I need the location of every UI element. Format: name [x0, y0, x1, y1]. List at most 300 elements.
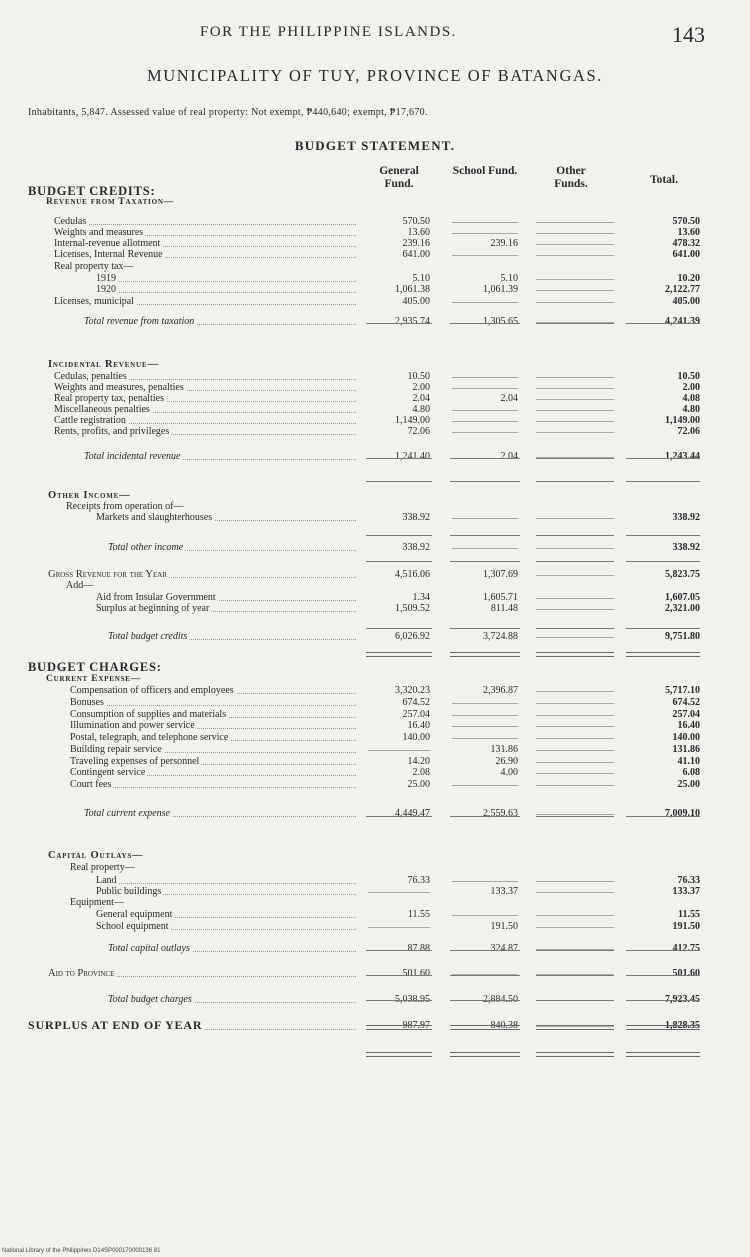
- blank-dash: [536, 750, 614, 751]
- value-general: 257.04: [402, 709, 430, 720]
- row-label: [54, 261, 362, 272]
- row-label-text: Licenses, Internal Revenue: [54, 249, 163, 260]
- row-label: [96, 273, 362, 284]
- blank-dash: [536, 222, 614, 223]
- value-total: 5,717.10: [665, 685, 700, 696]
- row-bldg-repair: [0, 744, 750, 755]
- row-label-text: Land: [96, 875, 117, 886]
- value-school: 133.37: [490, 886, 518, 897]
- double-rule: [450, 652, 520, 657]
- row-label: [54, 415, 362, 426]
- blank-dash: [536, 691, 614, 692]
- blank-dash: [536, 290, 614, 291]
- row-label-text: 1920: [96, 284, 116, 295]
- row-rents: [0, 426, 750, 437]
- value-school: 4.00: [500, 767, 518, 778]
- rule: [450, 561, 520, 562]
- rule: [366, 323, 432, 324]
- rule: [450, 975, 520, 976]
- rule: [450, 535, 520, 536]
- value-total: 501.60: [672, 968, 700, 979]
- blank-dash: [452, 410, 518, 411]
- value-total: 5,823.75: [665, 569, 700, 580]
- row-label: [108, 943, 362, 954]
- value-total: 131.86: [672, 744, 700, 755]
- rule: [536, 535, 614, 536]
- value-general: 405.00: [402, 296, 430, 307]
- value-school: 2,559.63: [483, 808, 518, 819]
- row-surplus-begin: [0, 603, 750, 614]
- value-general: 14.20: [407, 756, 430, 767]
- blank-dash: [536, 388, 614, 389]
- value-general: 1,061.38: [395, 284, 430, 295]
- rule: [366, 1000, 432, 1001]
- rule: [450, 816, 520, 817]
- row-label-text: Aid to Province: [48, 968, 115, 979]
- rule: [626, 975, 700, 976]
- value-general: 10.50: [407, 371, 430, 382]
- rule: [626, 561, 700, 562]
- blank-dash: [536, 881, 614, 882]
- value-school: 2,396.87: [483, 685, 518, 696]
- value-total: 10.20: [677, 273, 700, 284]
- rule: [366, 975, 432, 976]
- value-general: 338.92: [402, 512, 430, 523]
- page-number: 143: [672, 22, 705, 47]
- double-rule: [366, 652, 432, 657]
- row-bonuses: [0, 697, 750, 708]
- row-label-text: Cedulas: [54, 216, 87, 227]
- value-total: 7,923.45: [665, 994, 700, 1005]
- blank-dash: [452, 377, 518, 378]
- value-general: 987.97: [402, 1020, 430, 1031]
- row-label-text: General equipment: [96, 909, 173, 920]
- row-label-text: 1919: [96, 273, 116, 284]
- row-total-capital: [0, 943, 750, 954]
- row-label: [108, 542, 362, 553]
- row-irevallot: [0, 238, 750, 249]
- budget-statement-subtitle: BUDGET STATEMENT.: [294, 138, 456, 153]
- value-general: 674.52: [402, 697, 430, 708]
- row-label-text: Consumption of supplies and materials: [70, 709, 227, 720]
- value-total: 11.55: [678, 909, 700, 920]
- row-travel: [0, 756, 750, 767]
- value-total: 478.32: [672, 238, 700, 249]
- row-y1919: [0, 273, 750, 284]
- double-rule: [536, 652, 614, 657]
- rule: [366, 628, 432, 629]
- row-total-incid: [0, 451, 750, 462]
- value-general: 501.60: [402, 968, 430, 979]
- value-school: 1,305.65: [483, 316, 518, 327]
- blank-dash: [536, 785, 614, 786]
- blank-dash: [536, 399, 614, 400]
- row-label: [96, 875, 362, 886]
- row-label-text: Cedulas, penalties: [54, 371, 127, 382]
- row-label-text: Contingent service: [70, 767, 146, 778]
- row-label-text: Gross Revenue for the Year: [48, 569, 168, 580]
- rule: [626, 481, 700, 482]
- value-general: 1,149.00: [395, 415, 430, 426]
- rule: [536, 1000, 614, 1001]
- blank-dash: [452, 233, 518, 234]
- rule: [626, 816, 700, 817]
- row-label: [84, 451, 362, 462]
- row-label-text: Total capital outlays: [108, 943, 190, 954]
- blank-dash: [536, 726, 614, 727]
- row-label: [70, 685, 362, 696]
- row-label: [70, 732, 362, 743]
- running-title: FOR THE PHILIPPINE ISLANDS.: [200, 24, 457, 40]
- row-label-text: Receipts from operation of—: [66, 501, 184, 512]
- value-general: 72.06: [407, 426, 430, 437]
- value-total: 1,828.35: [665, 1020, 700, 1031]
- double-rule: [450, 1052, 520, 1057]
- row-label-text: Building repair service: [70, 744, 162, 755]
- row-label-text: Equipment—: [70, 897, 124, 908]
- value-general: 25.00: [407, 779, 430, 790]
- row-label-text: Licenses, municipal: [54, 296, 134, 307]
- page-title: MUNICIPALITY OF TUY, PROVINCE OF BATANGAS.: [147, 66, 603, 85]
- row-label: [96, 512, 362, 523]
- row-court: [0, 779, 750, 790]
- blank-dash: [452, 388, 518, 389]
- value-school: 811.48: [490, 603, 518, 614]
- row-label-text: Total budget credits: [108, 631, 188, 642]
- rule: [450, 1000, 520, 1001]
- value-general: 641.00: [402, 249, 430, 260]
- row-label: [54, 426, 362, 437]
- row-label: [108, 631, 362, 642]
- value-total: 674.52: [672, 697, 700, 708]
- row-total-credits: [0, 631, 750, 642]
- row-label: [70, 720, 362, 731]
- row-ced-pen: [0, 371, 750, 382]
- blank-dash: [536, 432, 614, 433]
- rule: [366, 816, 432, 817]
- row-total-current: [0, 808, 750, 819]
- row-label: [66, 501, 362, 512]
- row-realprop2: [0, 862, 750, 873]
- blank-dash: [536, 773, 614, 774]
- row-label: [70, 697, 362, 708]
- value-general: 2,935.74: [395, 316, 430, 327]
- row-label-text: Miscellaneous penalties: [54, 404, 150, 415]
- value-total: 338.92: [672, 542, 700, 553]
- row-supplies: [0, 709, 750, 720]
- value-total: 72.06: [677, 426, 700, 437]
- blank-dash: [452, 432, 518, 433]
- value-school: 840.38: [490, 1020, 518, 1031]
- row-wm-pen: [0, 382, 750, 393]
- value-total: 2,321.00: [665, 603, 700, 614]
- row-label-text: Total revenue from taxation: [84, 316, 195, 327]
- value-general: 3,320.23: [395, 685, 430, 696]
- rule: [366, 458, 432, 459]
- blank-dash: [536, 715, 614, 716]
- value-total: 6.08: [682, 767, 700, 778]
- row-aid-insular: [0, 592, 750, 603]
- value-school: 26.90: [495, 756, 518, 767]
- value-general: 6,026.92: [395, 631, 430, 642]
- double-rule: [626, 1025, 700, 1030]
- row-label-text: Weights and measures, penalties: [54, 382, 184, 393]
- row-label: [70, 897, 362, 908]
- value-total: 191.50: [672, 921, 700, 932]
- value-total: 7,009.10: [665, 808, 700, 819]
- row-label-text: SURPLUS AT END OF YEAR: [28, 1020, 203, 1032]
- row-gen-equip: [0, 909, 750, 920]
- value-school: 2.04: [500, 393, 518, 404]
- row-label-text: Internal-revenue allotment: [54, 238, 161, 249]
- blank-dash: [536, 637, 614, 638]
- row-label-text: Real property tax—: [54, 261, 134, 272]
- row-land: [0, 875, 750, 886]
- value-school: 1,307.69: [483, 569, 518, 580]
- value-total: 4,241.39: [665, 316, 700, 327]
- row-markets: [0, 512, 750, 523]
- row-label-text: Bonuses: [70, 697, 104, 708]
- row-label: [96, 603, 362, 614]
- value-school: 191.50: [490, 921, 518, 932]
- row-aid-prov: [0, 968, 750, 979]
- row-label-text: Aid from Insular Government: [96, 592, 216, 603]
- row-label: [84, 316, 362, 327]
- value-total: 4.80: [682, 404, 700, 415]
- row-label: [54, 249, 362, 260]
- row-label: [48, 968, 362, 979]
- value-total: 10.50: [677, 371, 700, 382]
- heading-budget-credits: BUDGET CREDITS:: [28, 184, 156, 198]
- row-label: [28, 1020, 362, 1032]
- col-school-fund: School Fund.: [452, 165, 518, 177]
- row-label: [70, 709, 362, 720]
- blank-dash: [536, 279, 614, 280]
- row-label: [70, 744, 362, 755]
- rule: [366, 561, 432, 562]
- row-label: [70, 862, 362, 873]
- blank-dash: [452, 548, 518, 549]
- row-contingent: [0, 767, 750, 778]
- rule: [626, 1000, 700, 1001]
- rule: [536, 628, 614, 629]
- rule: [536, 323, 614, 324]
- row-label-text: Compensation of officers and employees: [70, 685, 234, 696]
- heading-current-expense: Current Expense—: [46, 674, 142, 684]
- row-label: [54, 227, 362, 238]
- blank-dash: [536, 377, 614, 378]
- value-total: 405.00: [672, 296, 700, 307]
- row-label-text: Postal, telegraph, and telephone service: [70, 732, 229, 743]
- row-rp-pen: [0, 393, 750, 404]
- value-general: 2.08: [412, 767, 430, 778]
- blank-dash: [452, 738, 518, 739]
- blank-dash: [536, 738, 614, 739]
- blank-dash: [452, 703, 518, 704]
- value-general: 16.40: [407, 720, 430, 731]
- value-total: 412.75: [672, 943, 700, 954]
- value-school: 131.86: [490, 744, 518, 755]
- row-illum: [0, 720, 750, 731]
- blank-dash: [536, 410, 614, 411]
- rule: [536, 950, 614, 951]
- value-general: 2.04: [412, 393, 430, 404]
- col-other-funds: Other Funds.: [554, 165, 588, 190]
- blank-dash: [536, 233, 614, 234]
- blank-dash: [536, 814, 614, 815]
- blank-dash: [536, 518, 614, 519]
- row-label: [54, 382, 362, 393]
- col-general-fund: General Fund.: [379, 165, 419, 190]
- row-comp: [0, 685, 750, 696]
- value-general: 1,241.40: [395, 451, 430, 462]
- row-total-tax: [0, 316, 750, 327]
- row-receipts: [0, 501, 750, 512]
- value-general: 4.80: [412, 404, 430, 415]
- blank-dash: [452, 785, 518, 786]
- rule: [536, 816, 614, 817]
- rule: [450, 323, 520, 324]
- value-general: 2.00: [412, 382, 430, 393]
- value-school: 324.87: [490, 943, 518, 954]
- blank-dash: [536, 575, 614, 576]
- row-label: [70, 767, 362, 778]
- row-postal: [0, 732, 750, 743]
- heading-budget-charges: BUDGET CHARGES:: [28, 660, 162, 674]
- library-footer: National Library of the Philippines D14SP000170000136 81: [2, 1248, 161, 1254]
- rule: [626, 950, 700, 951]
- row-label-text: Court fees: [70, 779, 112, 790]
- value-total: 570.50: [672, 216, 700, 227]
- double-rule: [536, 1052, 614, 1057]
- row-add: [0, 580, 750, 591]
- value-general: 570.50: [402, 216, 430, 227]
- row-label-text: Rents, profits, and privileges: [54, 426, 170, 437]
- value-total: 16.40: [677, 720, 700, 731]
- blank-dash: [452, 518, 518, 519]
- value-general: 4,516.06: [395, 569, 430, 580]
- row-y1920: [0, 284, 750, 295]
- value-general: 1.34: [412, 592, 430, 603]
- row-label: [54, 216, 362, 227]
- value-general: 5.10: [412, 273, 430, 284]
- double-rule: [626, 1052, 700, 1057]
- blank-dash: [452, 715, 518, 716]
- row-label-text: Traveling expenses of personnel: [70, 756, 200, 767]
- row-gross: [0, 569, 750, 580]
- rule: [366, 535, 432, 536]
- rule: [626, 458, 700, 459]
- row-label-text: Weights and measures: [54, 227, 144, 238]
- value-total: 641.00: [672, 249, 700, 260]
- row-label-text: Add—: [66, 580, 94, 591]
- rule: [366, 950, 432, 951]
- value-general: 239.16: [402, 238, 430, 249]
- row-label-text: Total budget charges: [108, 994, 192, 1005]
- row-label-text: Surplus at beginning of year: [96, 603, 210, 614]
- double-rule: [536, 1025, 614, 1030]
- rule: [626, 628, 700, 629]
- rule: [536, 561, 614, 562]
- row-label: [48, 569, 362, 580]
- value-school: 2,884.50: [483, 994, 518, 1005]
- value-total: 257.04: [672, 709, 700, 720]
- row-sch-equip: [0, 921, 750, 932]
- row-total-other: [0, 542, 750, 553]
- blank-dash: [536, 915, 614, 916]
- rule: [536, 458, 614, 459]
- blank-dash: [452, 881, 518, 882]
- value-school: 239.16: [490, 238, 518, 249]
- row-label-text: Cattle registration: [54, 415, 126, 426]
- value-school: 5.10: [500, 273, 518, 284]
- blank-dash: [452, 726, 518, 727]
- value-general: 338.92: [402, 542, 430, 553]
- row-label-text: Total incidental revenue: [84, 451, 181, 462]
- blank-dash: [368, 892, 430, 893]
- value-general: 87.88: [407, 943, 430, 954]
- row-label: [96, 909, 362, 920]
- value-total: 76.33: [677, 875, 700, 886]
- value-total: 41.10: [677, 756, 700, 767]
- heading-incidental-revenue: Incidental Revenue—: [48, 359, 159, 370]
- blank-dash: [536, 762, 614, 763]
- value-general: 5,038.95: [395, 994, 430, 1005]
- blank-dash: [536, 703, 614, 704]
- heading-other-income: Other Income—: [48, 490, 131, 501]
- blank-dash: [536, 609, 614, 610]
- row-equip: [0, 897, 750, 908]
- row-label: [96, 921, 362, 932]
- heading-capital-outlays: Capital Outlays—: [48, 850, 144, 861]
- row-label-text: Public buildings: [96, 886, 162, 897]
- value-general: 1,509.52: [395, 603, 430, 614]
- row-label-text: School equipment: [96, 921, 169, 932]
- row-label: [54, 393, 362, 404]
- blank-dash: [536, 927, 614, 928]
- blank-dash: [536, 244, 614, 245]
- row-cattle: [0, 415, 750, 426]
- row-label: [96, 284, 362, 295]
- row-label: [84, 808, 362, 819]
- row-label: [54, 371, 362, 382]
- value-general: 13.60: [407, 227, 430, 238]
- blank-dash: [452, 302, 518, 303]
- blank-dash: [452, 255, 518, 256]
- blank-dash: [536, 548, 614, 549]
- value-school: 3,724.88: [483, 631, 518, 642]
- value-total: 25.00: [677, 779, 700, 790]
- blank-dash: [536, 255, 614, 256]
- rule: [450, 628, 520, 629]
- value-total: 2,122.77: [665, 284, 700, 295]
- blank-dash: [536, 598, 614, 599]
- rule: [626, 535, 700, 536]
- rule: [536, 975, 614, 976]
- rule: [626, 323, 700, 324]
- rule: [450, 950, 520, 951]
- row-cedulas: [0, 216, 750, 227]
- value-general: 4,449.47: [395, 808, 430, 819]
- value-total: 338.92: [672, 512, 700, 523]
- blank-dash: [536, 302, 614, 303]
- value-total: 13.60: [677, 227, 700, 238]
- row-label: [70, 779, 362, 790]
- row-realprop: [0, 261, 750, 272]
- row-licenses-mun: [0, 296, 750, 307]
- double-rule: [366, 1025, 432, 1030]
- value-total: 133.37: [672, 886, 700, 897]
